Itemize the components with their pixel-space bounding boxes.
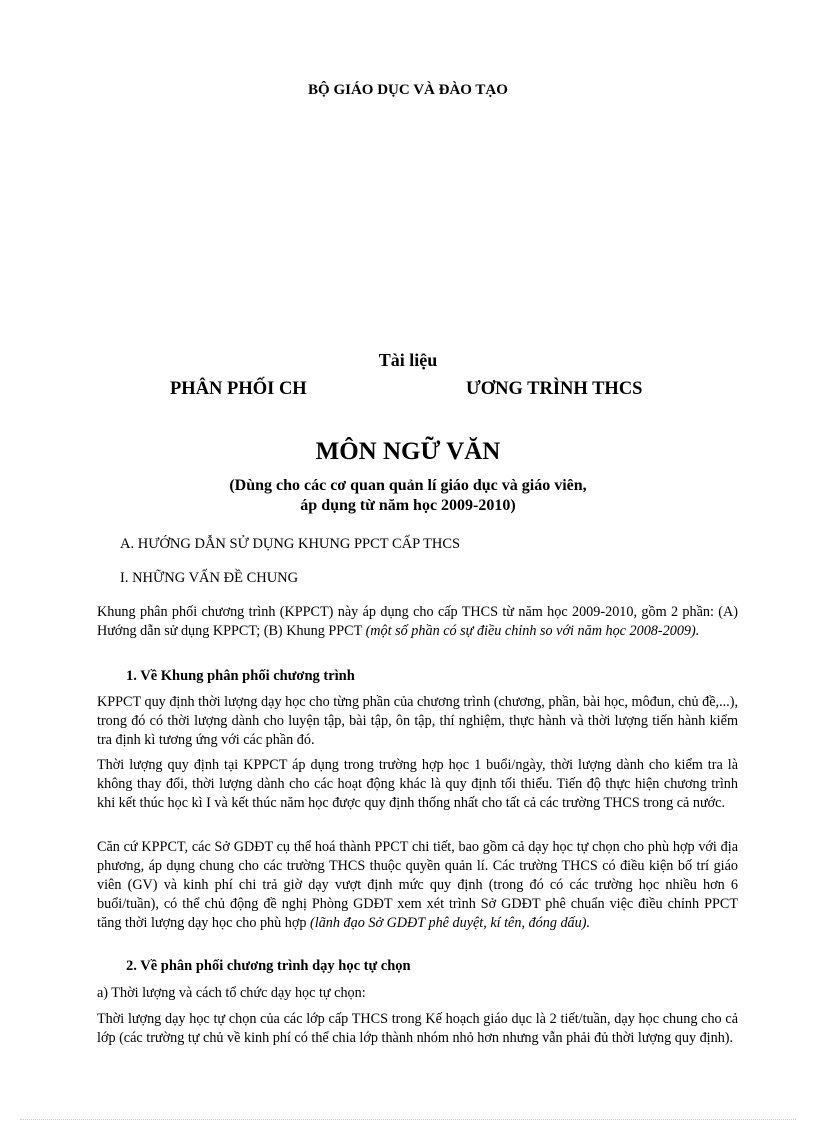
paragraph-can-cu-note: (lãnh đạo Sở GDĐT phê duyệt, kí tên, đóng dấu). [310, 915, 591, 931]
section-i-heading: I. NHỮNG VẤN ĐỀ CHUNG [120, 570, 299, 586]
paragraph-can-cu-text: Căn cứ KPPCT, các Sở GDĐT cụ thể hoá thành PPCT chi tiết, bao gồm cả dạy học tự chọn cho phù hợp với địa phương, áp dụng chung cho các trường THCS thuộc quyền quản lí. Các trường THCS có điều kiện bố trí giáo viên (GV) và kinh phí chi trả giờ dạy vượt định mức quy định (trong đó có các trường học nhiều hơn 6 buổi/tuần), có thể chủ động đề nghị Phòng GDĐT xem xét trình Sở GDĐT phê chuẩn việc điều chỉnh PPCT tăng thời lượng dạy học cho phù hợp [97, 839, 738, 931]
paragraph-tu-chon: Thời lượng dạy học tự chọn của các lớp cấp THCS trong Kế hoạch giáo dục là 2 tiết/tuần, dạy học chung cho cả lớp (các trường tự chủ về kinh phí có thể chia lớp thành nhóm nhỏ hơn nhưng vẫn phải đủ thời lượng quy định). [97, 1011, 738, 1046]
paragraph-intro-note: (một số phần có sự điều chỉnh so với năm học 2008-2009). [365, 623, 700, 639]
subheading-a: a) Thời lượng và cách tổ chức dạy học tự chọn: [97, 985, 366, 1001]
title-right: ƯƠNG TRÌNH THCS [466, 379, 643, 399]
section-a-heading: A. HƯỚNG DẪN SỬ DỤNG KHUNG PPCT CẤP THCS [120, 536, 461, 552]
paragraph-can-cu [97, 838, 738, 933]
title-left: PHÂN PHỐI CH [170, 379, 307, 399]
heading-tu-chon: 2. Về phân phối chương trình dạy học tự chọn [126, 958, 411, 974]
paragraph-intro [97, 603, 738, 641]
page-bottom-divider [20, 1119, 796, 1120]
usage-note-line1: (Dùng cho các cơ quan quản lí giáo dục và giáo viên, [229, 477, 587, 494]
usage-note-line2: áp dụng từ năm học 2009-2010) [300, 497, 516, 514]
paragraph-kppct: KPPCT quy định thời lượng dạy học cho từng phần của chương trình (chương, phần, bài học, môđun, chủ đề,...), trong đó có thời lượng dành cho luyện tập, bài tập, ôn tập, thí nghiệm, thực hành và thời lượng tiến hành kiểm tra định kì tương ứng với các phần đó. [97, 694, 738, 748]
paragraph-intro-text: Khung phân phối chương trình (KPPCT) này áp dụng cho cấp THCS từ năm học 2009-2010, gồm 2 phần: (A) Hướng dẫn sử dụng KPPCT; (B) Khung PPCT [97, 604, 738, 639]
ministry-header: BỘ GIÁO DỤC VÀ ĐÀO TẠO [308, 82, 508, 98]
document-label: Tài liệu [378, 350, 438, 370]
paragraph-thoi-luong: Thời lượng quy định tại KPPCT áp dụng trong trường hợp học 1 buổi/ngày, thời lượng dành cho kiểm tra là không thay đổi, thời lượng dành cho các hoạt động khác là quy định tối thiểu. Tiến độ thực hiện chương trình khi kết thúc học kì I và kết thúc năm học được quy định thống nhất cho tất cả các trường THCS trong cả nước. [97, 757, 738, 811]
subject-title: MÔN NGỮ VĂN [315, 438, 501, 465]
heading-khung-ppct: 1. Về Khung phân phối chương trình [126, 668, 355, 684]
